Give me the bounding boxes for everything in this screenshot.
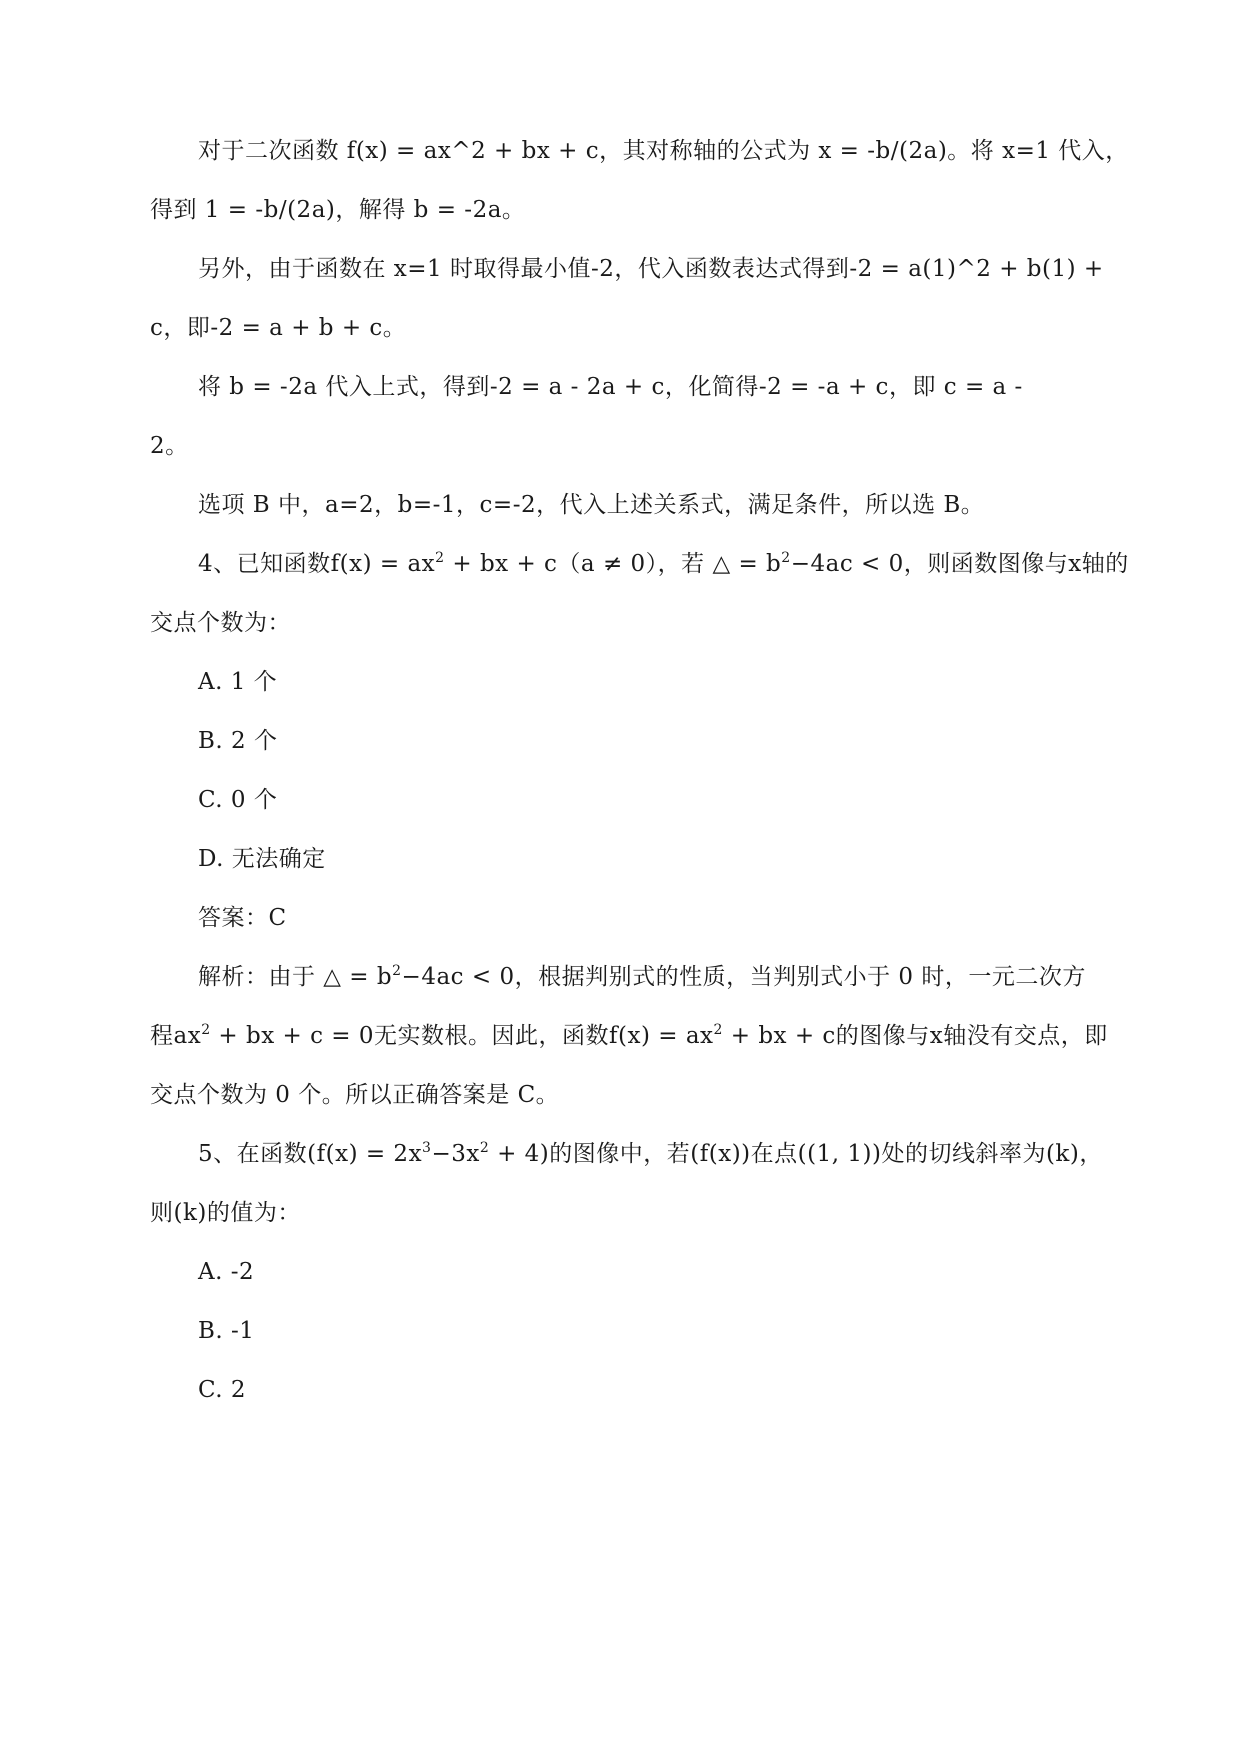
q4-analysis-part-a: 解析：由于 △ = b [198,964,393,990]
paragraph-1-line-1: 对于二次函数 f(x) = ax^2 + bx + c，其对称轴的公式为 x = -b/(2a)。将 x=1 代入， [198,138,1129,164]
q5-option-a: A. -2 [198,1259,255,1285]
paragraph-2-line-1: 另外，由于函数在 x=1 时取得最小值-2，代入函数表达式得到-2 = a(1)^2 + b(1) + [198,256,1104,282]
q5-stem-part-b: −3x [431,1141,480,1167]
q4-analysis-2-part-c: + bx + c的图像与x轴没有交点，即 [722,1023,1108,1049]
paragraph-3-line-2: 2。 [150,433,189,459]
q5-option-c: C. 2 [198,1377,247,1403]
q5-exponent-a: 3 [422,1140,432,1156]
q4-analysis-line-3: 交点个数为 0 个。所以正确答案是 C。 [150,1082,560,1108]
q4-option-b: B. 2 个 [198,728,278,754]
q4-stem-part-c: −4ac < 0，则函数图像与x轴的 [790,551,1129,577]
q4-exponent-b: 2 [781,550,791,566]
q4-stem-part-b: + bx + c（a ≠ 0），若 △ = b [444,551,782,577]
paragraph-3-line-1: 将 b = -2a 代入上式，得到-2 = a - 2a + c，化简得-2 = -a + c，即 c = a - [198,374,1023,400]
q5-option-b: B. -1 [198,1318,255,1344]
q4-analysis-2-part-b: + bx + c = 0无实数根。因此，函数f(x) = ax [210,1023,714,1049]
q4-option-d: D. 无法确定 [198,846,326,872]
q4-stem-part-a: 4、已知函数f(x) = ax [198,551,436,577]
paragraph-2-line-2: c，即-2 = a + b + c。 [150,315,407,341]
q4-analysis-line-2 [150,1020,1108,1052]
q4-analysis-part-b: −4ac < 0，根据判别式的性质，当判别式小于 0 时，一元二次方 [401,964,1086,990]
question-4-stem-line-2: 交点个数为： [150,610,291,636]
q4-answer: 答案：C [198,905,287,931]
paragraph-4: 选项 B 中，a=2，b=-1，c=-2，代入上述关系式，满足条件，所以选 B。 [198,492,985,518]
q4-analysis-2-part-a: 程ax [150,1023,202,1049]
q4-analysis-2-exponent-b: 2 [713,1022,723,1038]
q5-exponent-b: 2 [479,1140,490,1156]
paragraph-1-line-2: 得到 1 = -b/(2a)，解得 b = -2a。 [150,197,526,223]
question-4-stem-line-1 [198,548,1129,580]
question-5-stem-line-1 [198,1138,1103,1170]
q4-option-c: C. 0 个 [198,787,278,813]
q4-analysis-exponent: 2 [392,963,402,979]
q5-stem-part-a: 5、在函数(f(x) = 2x [198,1141,423,1167]
q4-exponent-a: 2 [435,550,445,566]
q4-option-a: A. 1 个 [198,669,278,695]
q4-analysis-line-1 [198,961,1086,993]
q5-stem-part-c: + 4)的图像中，若(f(x))在点((1, 1))处的切线斜率为(k)， [489,1141,1103,1167]
question-5-stem-line-2: 则(k)的值为： [150,1200,301,1226]
q4-analysis-2-exponent-a: 2 [201,1022,211,1038]
